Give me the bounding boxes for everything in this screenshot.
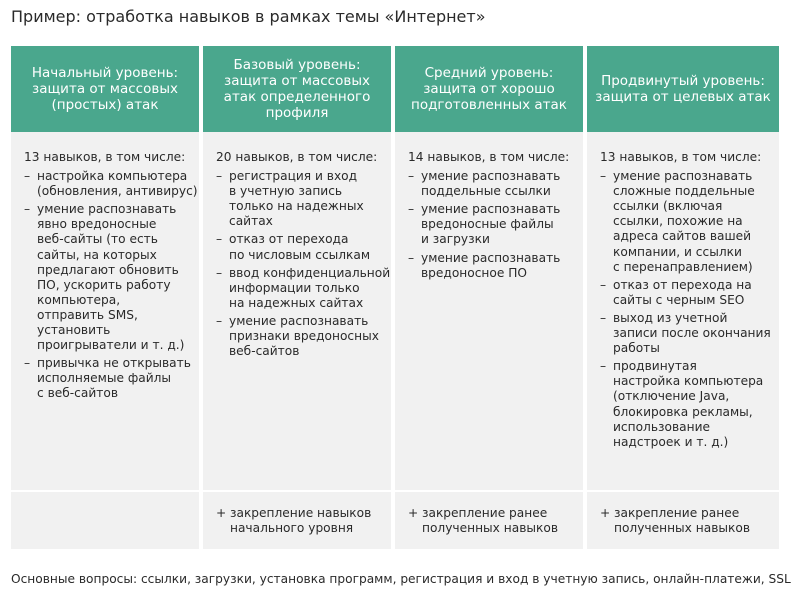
skill-item-line: блокировка рекламы, [613, 404, 753, 419]
skill-item-line: – умение распознавать [37, 202, 177, 217]
column-divider [203, 490, 391, 492]
column-header-line: Средний уровень: [424, 65, 554, 81]
skill-item-line: информации только [229, 280, 360, 295]
skill-item [408, 169, 577, 199]
skill-item [408, 251, 577, 281]
column-header-line: защита от массовых [32, 81, 178, 97]
skills-body [600, 150, 773, 453]
skill-item-line: вредоносные файлы [421, 217, 554, 232]
reinforcement-line: закрепление ранее [422, 506, 548, 520]
column-header-line: (простых) атак [51, 97, 159, 113]
reinforcement-line: закрепление ранее [614, 506, 740, 520]
reinforcement-line: начального уровня [230, 521, 354, 536]
skill-item [216, 232, 385, 262]
skills-list [24, 169, 198, 401]
plus-icon: + [408, 506, 419, 520]
skill-item-line: адреса сайтов вашей [613, 229, 752, 244]
skill-item [24, 356, 193, 401]
skill-item-line: ссылки, похожие на [613, 214, 743, 229]
skills-count: 13 навыков, в том числе: [24, 150, 186, 164]
skill-item-line: надстроек и т. д.) [613, 434, 729, 449]
skills-count: 14 навыков, в том числе: [408, 150, 570, 164]
column-divider [11, 490, 199, 492]
skill-item [408, 202, 577, 247]
skill-item-line: предлагают обновить [37, 262, 179, 277]
skill-item [216, 169, 385, 229]
skill-item-line: настройка компьютера [613, 374, 764, 389]
skill-item-line: в учетную запись [229, 184, 343, 199]
skill-item-line: – умение распознавать [613, 169, 753, 184]
skill-item [24, 169, 198, 199]
column-header-line: защита от целевых атак [595, 89, 771, 105]
skill-item-line: использование [613, 419, 710, 434]
skill-item-line: с перенаправлением) [613, 259, 753, 274]
skill-item-line: – умение распознавать [421, 250, 561, 265]
skill-item-line: явно вредоносные [37, 217, 157, 232]
column-advanced [587, 46, 779, 549]
skill-item-line: компании, и ссылки [613, 244, 742, 259]
skills-list [600, 169, 773, 450]
skill-item-line: сложные поддельные [613, 184, 755, 199]
reinforcement-note [600, 506, 773, 536]
skill-item-line: на надежных сайтах [229, 295, 364, 310]
skill-item-line: (отключение Java, [613, 389, 730, 404]
column-beginner [11, 46, 199, 549]
skill-item-line: только на надежных [229, 199, 364, 214]
skill-item-line: – регистрация и вход [229, 169, 358, 184]
page-title: Пример: отработка навыков в рамках темы «Интернет» [11, 7, 486, 26]
skill-item [600, 169, 773, 275]
skill-item-line: проигрыватели и т. д.) [37, 338, 185, 353]
column-header-line: профиля [265, 105, 329, 121]
reinforcement-line: закрепление навыков [230, 506, 372, 520]
skill-item-line: – выход из учетной [613, 310, 728, 325]
skill-item [216, 314, 385, 359]
column-divider [587, 490, 779, 492]
skill-item-line: и загрузки [421, 232, 490, 247]
skill-item-line: веб-сайтов [229, 344, 300, 359]
skill-item-line: – привычка не открывать [37, 356, 191, 371]
skill-item-line: – ввод конфиденциальной [229, 265, 391, 280]
column-header-line: Продвинутый уровень: [601, 73, 765, 89]
column-header-line: подготовленных атак [411, 97, 567, 113]
skills-count: 13 навыков, в том числе: [600, 150, 762, 164]
column-basic [203, 46, 391, 549]
skills-list [216, 169, 391, 359]
column-header [395, 46, 583, 132]
skill-item [216, 265, 391, 311]
column-divider [395, 490, 583, 492]
skill-item-line: работы [613, 341, 660, 356]
column-header [11, 46, 199, 132]
skill-item-line: – отказ от перехода [229, 232, 349, 247]
skill-item-line: ПО, ускорить работу [37, 277, 171, 292]
skills-count: 20 навыков, в том числе: [216, 150, 378, 164]
skill-item-line: – отказ от перехода на [613, 277, 752, 292]
skill-item-line: – умение распознавать [421, 169, 561, 184]
skill-item-line: – настройка компьютера [37, 169, 188, 184]
skill-item-line: веб-сайты (то есть [37, 232, 158, 247]
reinforcement-line: полученных навыков [614, 521, 751, 536]
column-header-line: защита от массовых [224, 73, 370, 89]
column-header-line: Базовый уровень: [233, 57, 361, 73]
skill-item-line: сайты с черным SEO [613, 292, 745, 307]
skill-item-line: сайтах [229, 214, 273, 229]
skills-body [216, 150, 391, 362]
skill-item-line: – продвинутая [613, 359, 697, 374]
skill-item-line: исполняемые файлы [37, 371, 172, 386]
skill-item-line: с веб-сайтов [37, 386, 118, 401]
skill-item [600, 311, 773, 356]
column-intermediate [395, 46, 583, 549]
skill-item-line: записи после окончания [613, 326, 771, 341]
column-header [587, 46, 779, 132]
reinforcement-note [408, 506, 577, 536]
skill-item-line: компьютера, [37, 292, 121, 307]
skill-item-line: отправить SMS, [37, 307, 138, 322]
skills-list [408, 169, 577, 281]
plus-icon: + [600, 506, 611, 520]
skill-item [600, 278, 773, 308]
skill-item-line: – умение распознавать [229, 313, 369, 328]
key-topics-note: Основные вопросы: ссылки, загрузки, установка программ, регистрация и вход в учетную запись, онлайн-платежи, SSL [11, 572, 791, 586]
skill-item-line: сайты, на которых [37, 247, 157, 262]
skill-item-line: признаки вредоносных [229, 329, 379, 344]
skill-item-line: установить [37, 323, 111, 338]
skills-body [24, 150, 198, 405]
reinforcement-line: полученных навыков [422, 521, 559, 536]
skill-item-line: поддельные ссылки [421, 184, 551, 199]
reinforcement-note [216, 506, 385, 536]
column-header-line: Начальный уровень: [31, 65, 179, 81]
skill-item-line: вредоносное ПО [421, 265, 527, 280]
skills-body [408, 150, 577, 284]
column-header-line: защита от хорошо [423, 81, 555, 97]
column-header-line: атак определенного [223, 89, 371, 105]
skill-item-line: ссылки (включая [613, 199, 723, 214]
plus-icon: + [216, 506, 227, 520]
skill-item [24, 202, 193, 353]
skill-item [600, 359, 773, 450]
skill-item-line: по числовым ссылкам [229, 247, 371, 262]
skill-item-line: (обновления, антивирус) [37, 184, 198, 199]
skill-item-line: – умение распознавать [421, 202, 561, 217]
column-header [203, 46, 391, 132]
